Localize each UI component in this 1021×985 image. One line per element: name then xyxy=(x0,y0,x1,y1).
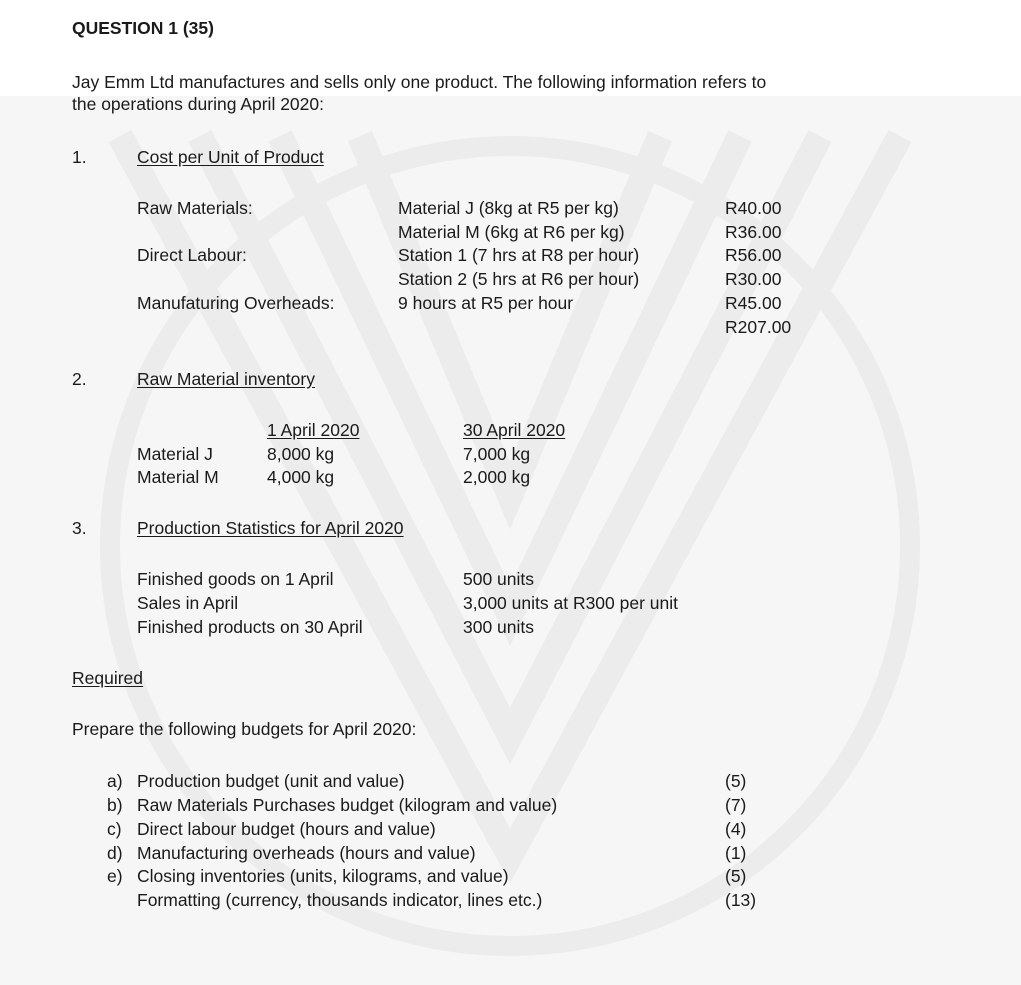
item-marks: (13) xyxy=(725,890,757,910)
item-text: Formatting (currency, thousands indicator, lines etc.) xyxy=(137,890,543,910)
section-number: 2. xyxy=(72,369,87,389)
cost-category: Direct Labour: xyxy=(137,245,247,265)
section-number: 1. xyxy=(72,147,87,167)
section-heading: Cost per Unit of Product xyxy=(137,147,324,167)
cost-total: R207.00 xyxy=(725,317,792,337)
material-name: Material J xyxy=(137,444,213,464)
stat-value: 3,000 units at R300 per unit xyxy=(463,593,679,613)
cost-category: Raw Materials: xyxy=(137,198,253,218)
stat-label: Finished products on 30 April xyxy=(137,617,363,637)
intro-text: the operations during April 2020: xyxy=(72,94,324,114)
item-marks: (5) xyxy=(725,771,747,791)
section-number: 3. xyxy=(72,518,87,538)
cost-detail: Station 1 (7 hrs at R8 per hour) xyxy=(398,245,640,265)
item-letter: b) xyxy=(107,795,123,815)
item-text: Raw Materials Purchases budget (kilogram and value) xyxy=(137,795,558,815)
intro-text: Jay Emm Ltd manufactures and sells only one product. The following information refers to xyxy=(72,72,767,92)
stat-label: Sales in April xyxy=(137,593,239,613)
item-text: Manufacturing overheads (hours and value) xyxy=(137,843,476,863)
cost-amount: R56.00 xyxy=(725,245,782,265)
item-text: Closing inventories (units, kilograms, and value) xyxy=(137,866,509,886)
item-marks: (7) xyxy=(725,795,747,815)
cost-detail: 9 hours at R5 per hour xyxy=(398,293,574,313)
cost-detail: Material M (6kg at R6 per kg) xyxy=(398,222,625,242)
cost-detail: Station 2 (5 hrs at R6 per hour) xyxy=(398,269,640,289)
material-name: Material M xyxy=(137,467,219,487)
question-title: QUESTION 1 (35) xyxy=(72,18,214,38)
cost-amount: R36.00 xyxy=(725,222,782,242)
closing-inventory: 7,000 kg xyxy=(463,444,531,464)
item-marks: (1) xyxy=(725,843,747,863)
item-text: Direct labour budget (hours and value) xyxy=(137,819,436,839)
cost-category: Manufaturing Overheads: xyxy=(137,293,335,313)
opening-inventory: 8,000 kg xyxy=(267,444,335,464)
item-letter: d) xyxy=(107,843,123,863)
item-text: Production budget (unit and value) xyxy=(137,771,405,791)
item-letter: e) xyxy=(107,866,123,886)
stat-label: Finished goods on 1 April xyxy=(137,569,334,589)
column-header: 1 April 2020 xyxy=(267,420,360,440)
opening-inventory: 4,000 kg xyxy=(267,467,335,487)
section-heading: Production Statistics for April 2020 xyxy=(137,518,404,538)
cost-amount: R30.00 xyxy=(725,269,782,289)
cost-amount: R45.00 xyxy=(725,293,782,313)
required-heading: Required xyxy=(72,668,144,688)
item-letter: a) xyxy=(107,771,123,791)
stat-value: 500 units xyxy=(463,569,535,589)
cost-detail: Material J (8kg at R5 per kg) xyxy=(398,198,619,218)
item-letter: c) xyxy=(107,819,122,839)
section-heading: Raw Material inventory xyxy=(137,369,315,389)
required-instruction: Prepare the following budgets for April 2020: xyxy=(72,719,417,739)
stat-value: 300 units xyxy=(463,617,535,637)
closing-inventory: 2,000 kg xyxy=(463,467,531,487)
cost-amount: R40.00 xyxy=(725,198,782,218)
column-header: 30 April 2020 xyxy=(463,420,566,440)
item-marks: (4) xyxy=(725,819,747,839)
item-marks: (5) xyxy=(725,866,747,886)
